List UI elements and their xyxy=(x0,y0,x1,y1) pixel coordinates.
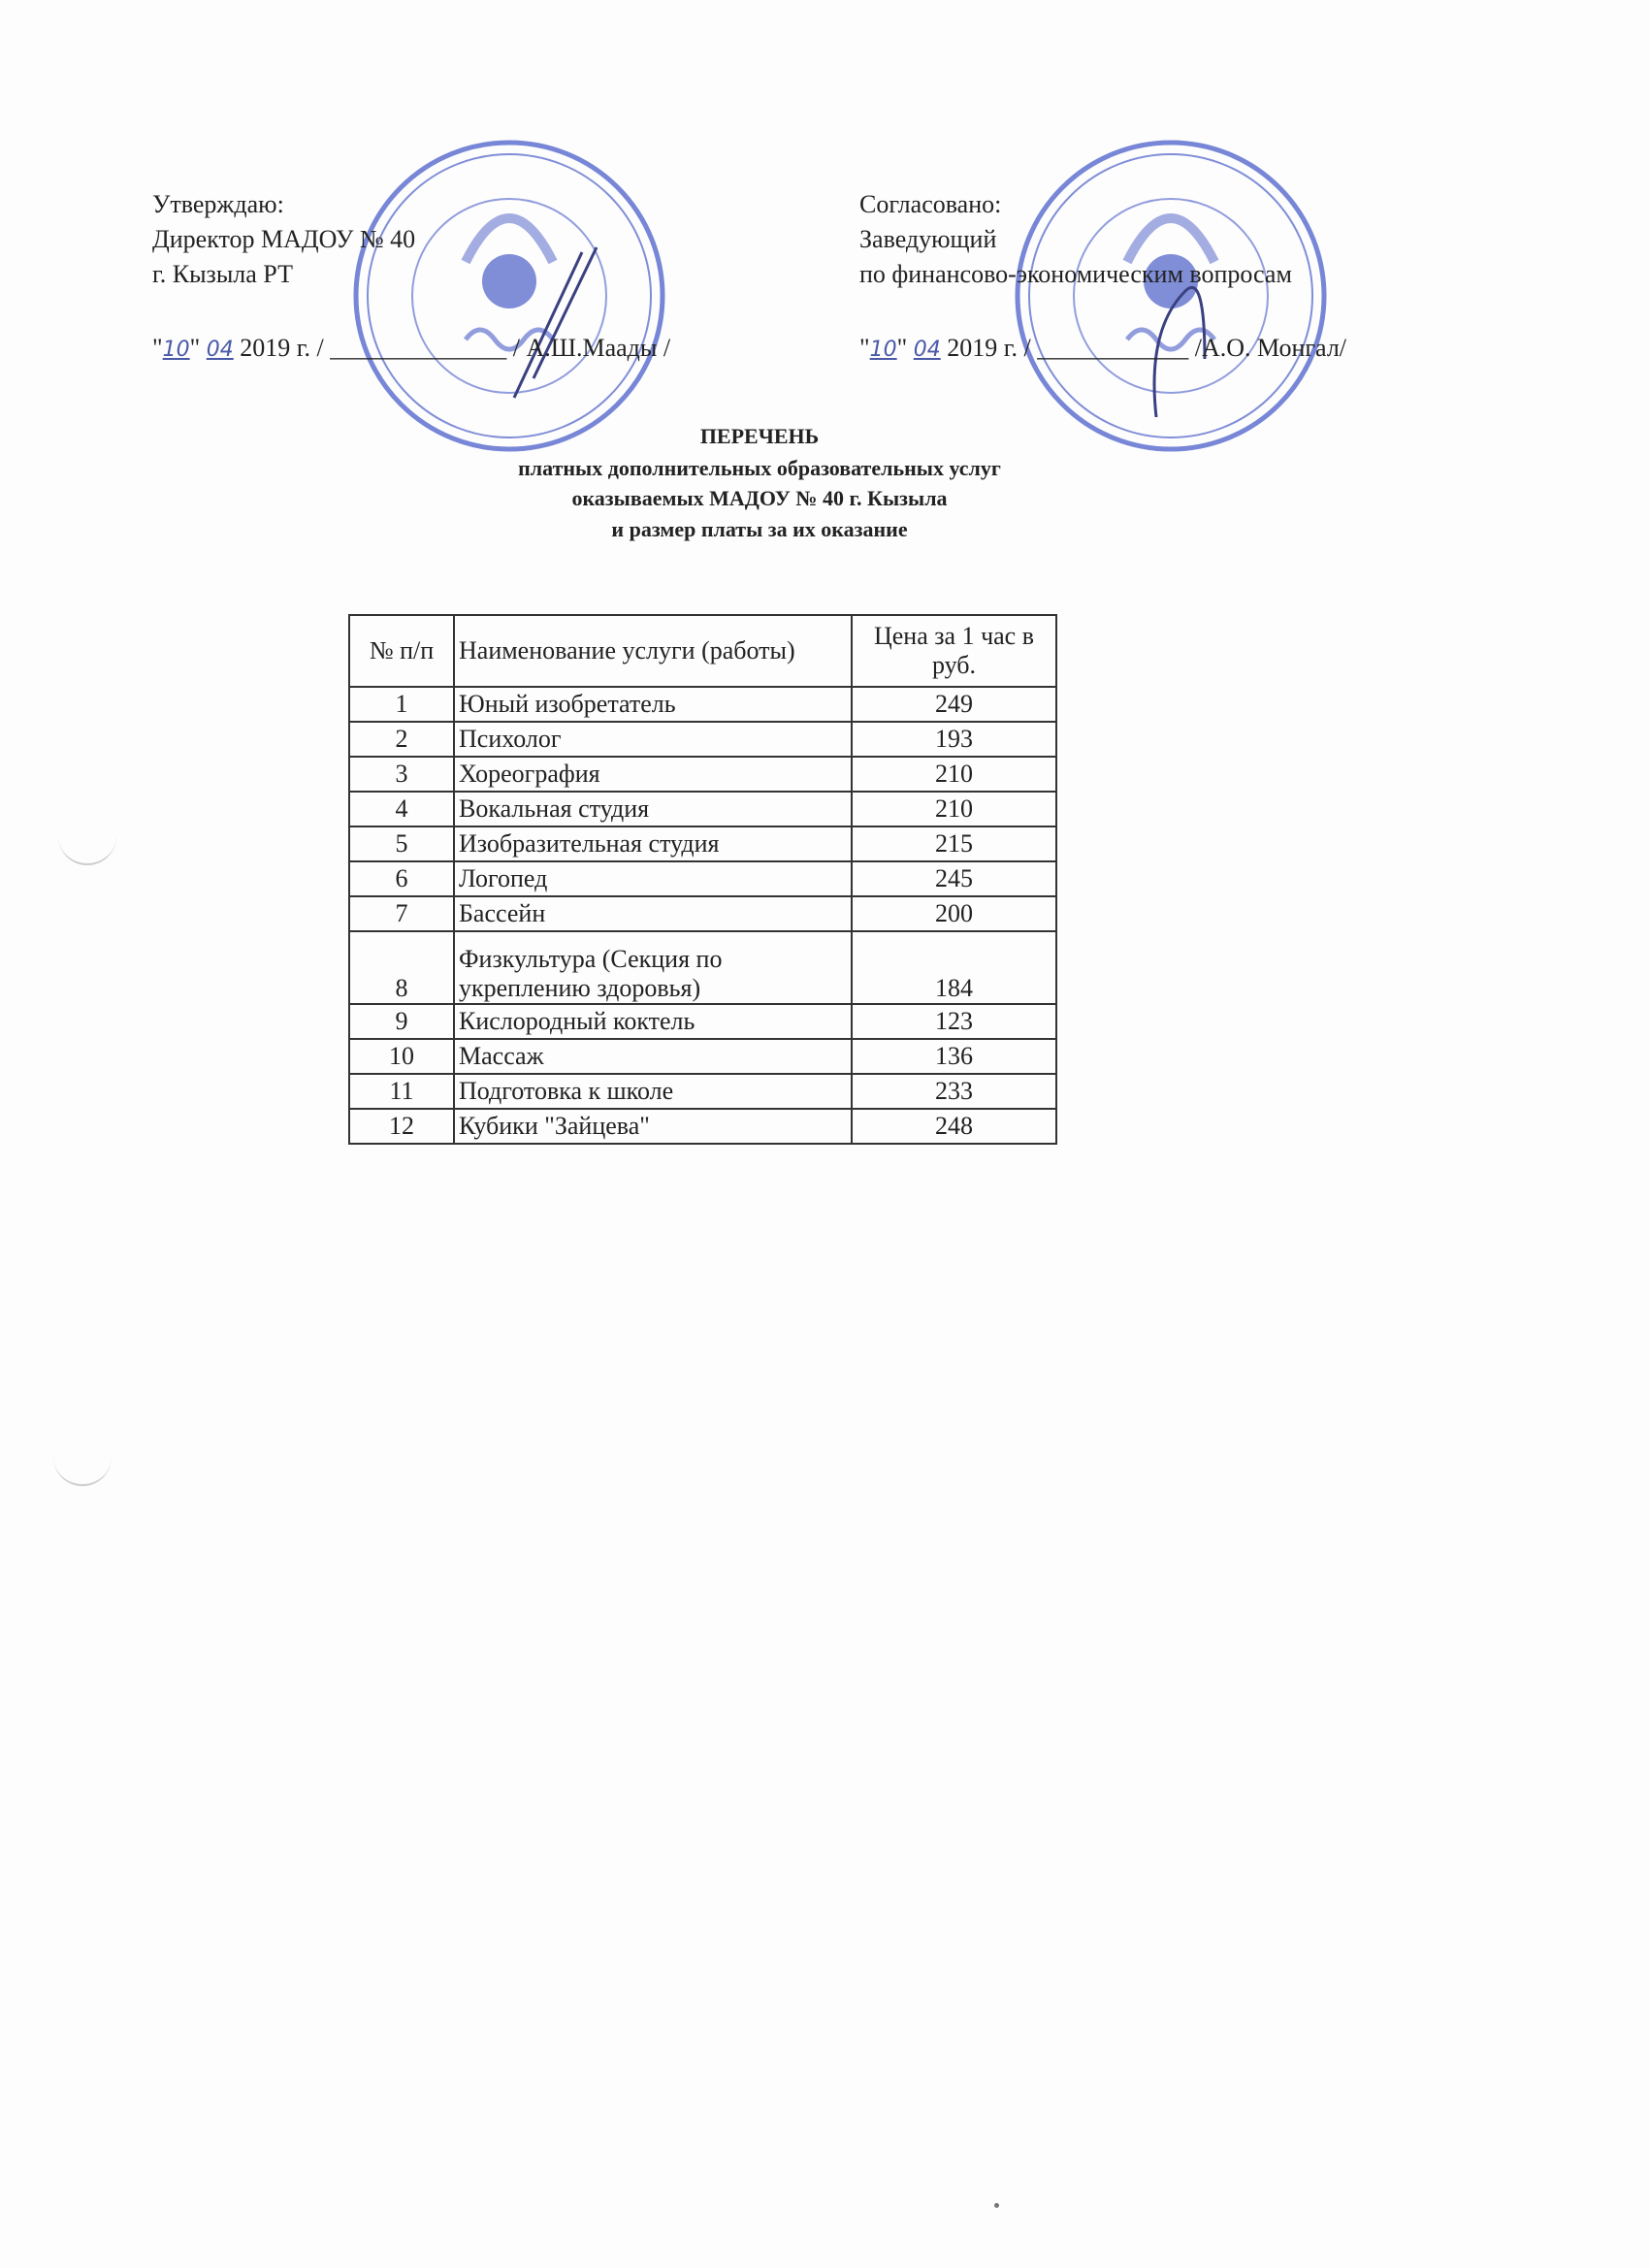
left-stamp xyxy=(349,136,669,456)
approve-city: г. Кызыла РТ xyxy=(152,260,293,288)
row-price: 200 xyxy=(852,896,1056,931)
table-row xyxy=(349,1039,1056,1074)
table-row xyxy=(349,931,1056,1004)
row-price: 245 xyxy=(852,861,1056,896)
row-price: 249 xyxy=(852,687,1056,722)
row-service-name: Физкультура (Секция по укреплению здоровья) xyxy=(454,931,852,1004)
row-service-name: Психолог xyxy=(454,722,852,757)
scan-speck xyxy=(994,2203,999,2208)
doc-subtitle-1: платных дополнительных образовательных услуг xyxy=(518,456,1001,480)
table-row xyxy=(349,896,1056,931)
punch-hole-mark xyxy=(58,834,116,865)
row-price: 248 xyxy=(852,1109,1056,1144)
table-row xyxy=(349,861,1056,896)
table-row xyxy=(349,1109,1056,1144)
table-row xyxy=(349,722,1056,757)
doc-heading: ПЕРЕЧЕНЬ xyxy=(699,424,820,448)
row-price: 123 xyxy=(852,1004,1056,1039)
row-number: 2 xyxy=(349,722,454,757)
approve-signer: / А.Ш.Маады / xyxy=(512,334,671,362)
approve-month: 04 xyxy=(206,338,234,362)
table-row xyxy=(349,792,1056,826)
approve-day: 10 xyxy=(162,338,190,362)
agree-date-line: "10" 04 2019 г. / ____________ /А.О. Монгал/ xyxy=(859,334,1347,362)
row-service-name: Подготовка к школе xyxy=(454,1074,852,1109)
agree-signer: /А.О. Монгал/ xyxy=(1194,334,1347,362)
row-service-name: Хореография xyxy=(454,757,852,792)
row-price: 210 xyxy=(852,792,1056,826)
row-number: 10 xyxy=(349,1039,454,1074)
table-header-row xyxy=(349,615,1056,687)
approve-position: Директор МАДОУ № 40 xyxy=(152,225,416,253)
row-number: 12 xyxy=(349,1109,454,1144)
row-number: 5 xyxy=(349,826,454,861)
agree-position: Заведующий xyxy=(859,225,997,253)
punch-hole-mark xyxy=(53,1455,112,1486)
row-number: 6 xyxy=(349,861,454,896)
row-number: 7 xyxy=(349,896,454,931)
doc-subtitle-2: оказываемых МАДОУ № 40 г. Кызыла xyxy=(571,486,948,510)
row-price: 136 xyxy=(852,1039,1056,1074)
row-number: 11 xyxy=(349,1074,454,1109)
doc-subtitle-3: и размер платы за их оказание xyxy=(611,517,908,541)
row-price: 233 xyxy=(852,1074,1056,1109)
agree-year: 2019 г. / xyxy=(947,334,1031,362)
row-service-name: Бассейн xyxy=(454,896,852,931)
approve-year: 2019 г. / xyxy=(240,334,324,362)
approve-date-line: "10" 04 2019 г. / ______________ / А.Ш.Маады / xyxy=(152,334,671,362)
row-service-name: Изобразительная студия xyxy=(454,826,852,861)
row-service-name: Вокальная студия xyxy=(454,792,852,826)
agree-label: Согласовано: xyxy=(859,190,1002,218)
row-number: 3 xyxy=(349,757,454,792)
row-price: 210 xyxy=(852,757,1056,792)
services-table xyxy=(348,614,1057,1145)
row-number: 9 xyxy=(349,1004,454,1039)
row-price: 184 xyxy=(852,931,1056,1004)
row-service-name: Кислородный коктель xyxy=(454,1004,852,1039)
table-row xyxy=(349,687,1056,722)
header-price: Цена за 1 час в руб. xyxy=(852,615,1056,687)
table-row xyxy=(349,826,1056,861)
approve-label: Утверждаю: xyxy=(152,190,284,218)
row-number: 1 xyxy=(349,687,454,722)
right-stamp xyxy=(1011,136,1331,456)
row-service-name: Массаж xyxy=(454,1039,852,1074)
table-row xyxy=(349,757,1056,792)
row-price: 215 xyxy=(852,826,1056,861)
row-service-name: Кубики "Зайцева" xyxy=(454,1109,852,1144)
agree-day: 10 xyxy=(869,338,897,362)
table-row xyxy=(349,1004,1056,1039)
row-price: 193 xyxy=(852,722,1056,757)
header-name: Наименование услуги (работы) xyxy=(454,615,852,687)
row-number: 8 xyxy=(349,931,454,1004)
row-number: 4 xyxy=(349,792,454,826)
agree-month: 04 xyxy=(913,338,941,362)
header-number: № п/п xyxy=(349,615,454,687)
row-service-name: Юный изобретатель xyxy=(454,687,852,722)
row-service-name: Логопед xyxy=(454,861,852,896)
agree-dept: по финансово-экономическим вопросам xyxy=(859,260,1292,288)
table-row xyxy=(349,1074,1056,1109)
